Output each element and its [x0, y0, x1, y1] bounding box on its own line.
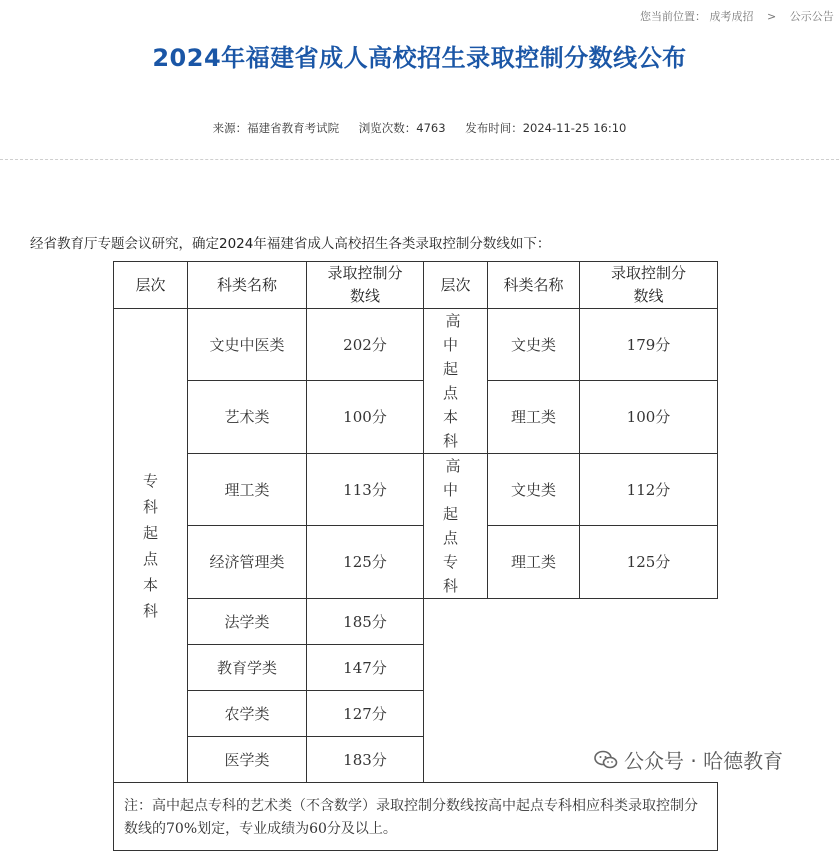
- score-cell: 127分: [307, 691, 424, 737]
- score-cell: 100分: [580, 380, 718, 453]
- table-row: [114, 309, 718, 381]
- subject-cell: 教育学类: [188, 645, 307, 691]
- article-meta: [0, 120, 839, 136]
- level-cell-gaoben: [424, 309, 488, 454]
- breadcrumb-label: 您当前位置：: [640, 10, 706, 23]
- watermark: [594, 745, 783, 775]
- level-label: 高中起点本科: [442, 312, 471, 450]
- header-level: 层次: [424, 262, 488, 309]
- header-score: 录取控制分数线: [307, 262, 424, 309]
- score-cell: 147分: [307, 645, 424, 691]
- subject-cell: 文史中医类: [188, 309, 307, 381]
- table-row: [114, 525, 718, 598]
- score-cell: 125分: [580, 525, 718, 598]
- wechat-icon: [594, 750, 618, 775]
- level-label: 高中起点专科: [442, 457, 471, 595]
- table-header-row: [114, 262, 718, 309]
- table-row: [114, 380, 718, 453]
- header-subject: 科类名称: [188, 262, 307, 309]
- divider: [0, 159, 839, 160]
- table-row: [114, 599, 718, 645]
- subject-cell: 文史类: [488, 454, 580, 526]
- score-cell: 183分: [307, 737, 424, 783]
- article-views: 浏览次数：4763: [358, 121, 446, 135]
- header-level: 层次: [114, 262, 188, 309]
- subject-cell: 医学类: [188, 737, 307, 783]
- table-note: 注：高中起点专科的艺术类（不含数学）录取控制分数线按高中起点专科相应科类录取控制分数线的70%划定，专业成绩为60分及以上。: [114, 783, 718, 851]
- subject-cell: 文史类: [488, 309, 580, 381]
- subject-cell: 法学类: [188, 599, 307, 645]
- subject-cell: 理工类: [488, 525, 580, 598]
- page-title: 2024年福建省成人高校招生录取控制分数线公布: [152, 44, 687, 72]
- breadcrumb-separator: >: [767, 10, 777, 23]
- score-cell: 113分: [307, 454, 424, 526]
- table-row: [114, 454, 718, 526]
- score-cell: 179分: [580, 309, 718, 381]
- breadcrumb-link-announcements[interactable]: 公示公告: [789, 10, 834, 23]
- score-cell: 125分: [307, 525, 424, 598]
- level-cell-zhuanben: [114, 309, 188, 783]
- header-subject: 科类名称: [488, 262, 580, 309]
- score-cell: 202分: [307, 309, 424, 381]
- article-published: 发布时间：2024-11-25 16:10: [465, 121, 627, 135]
- article-intro: 经省教育厅专题会议研究，确定2024年福建省成人高校招生各类录取控制分数线如下：: [30, 236, 551, 252]
- article-source: 来源：福建省教育考试院: [212, 121, 340, 135]
- breadcrumb: [640, 8, 834, 24]
- score-cell: 112分: [580, 454, 718, 526]
- subject-cell: 农学类: [188, 691, 307, 737]
- breadcrumb-link-chengkao[interactable]: 成考成招: [709, 10, 754, 23]
- watermark-text: 公众号 · 哈德教育: [624, 749, 784, 773]
- subject-cell: 理工类: [488, 380, 580, 453]
- subject-cell: 经济管理类: [188, 525, 307, 598]
- subject-cell: 艺术类: [188, 380, 307, 453]
- level-cell-gaozhuan: [424, 454, 488, 599]
- subject-cell: 理工类: [188, 454, 307, 526]
- score-cell: 185分: [307, 599, 424, 645]
- score-cell: 100分: [307, 380, 424, 453]
- level-label: 专科起点本科: [142, 471, 158, 620]
- header-score: 录取控制分数线: [580, 262, 718, 309]
